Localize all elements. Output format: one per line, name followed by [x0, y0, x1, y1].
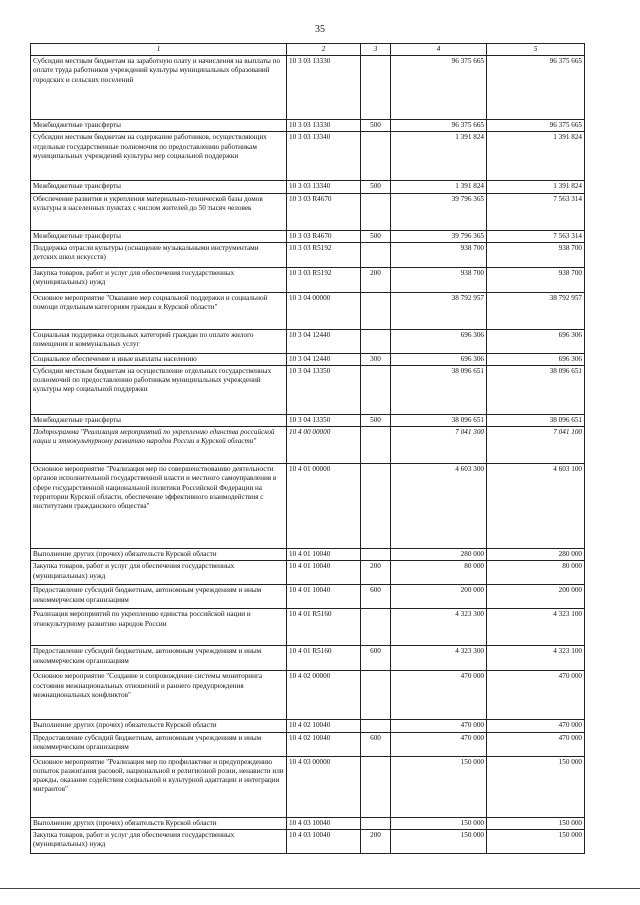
table-row — [31, 242, 585, 267]
cell-value-2: 1 391 824 — [487, 181, 585, 193]
cell-vr: 200 — [361, 267, 391, 292]
cell-value-2: 150 000 — [487, 829, 585, 853]
table-row — [31, 120, 585, 132]
cell-vr — [361, 720, 391, 732]
cell-value-1: 470 000 — [391, 720, 487, 732]
cell-vr: 600 — [361, 646, 391, 671]
table-row — [31, 267, 585, 292]
cell-code: 10 3 03 13330 — [287, 120, 361, 132]
cell-name: Закупка товаров, работ и услуг для обеспечения государственных (муниципальных) нужд — [31, 561, 287, 585]
table-row — [31, 132, 585, 181]
table-row — [31, 720, 585, 732]
cell-name: Социальная поддержка отдельных категорий граждан по оплате жилого помещения и коммунальных услуг — [31, 329, 287, 353]
cell-value-1: 4 603 300 — [391, 464, 487, 549]
cell-value-1: 39 796 365 — [391, 230, 487, 242]
cell-name: Социальное обеспечение и иные выплаты населению — [31, 353, 287, 365]
cell-value-1: 150 000 — [391, 756, 487, 817]
table-row — [31, 585, 585, 609]
cell-vr: 200 — [361, 829, 391, 853]
table-row — [31, 230, 585, 242]
cell-vr — [361, 366, 391, 415]
cell-value-2: 1 391 824 — [487, 132, 585, 181]
table-row — [31, 464, 585, 549]
cell-value-2: 96 375 665 — [487, 56, 585, 120]
cell-value-2: 938 700 — [487, 242, 585, 267]
cell-name: Межбюджетные трансферты — [31, 415, 287, 427]
cell-name: Закупка товаров, работ и услуг для обеспечения государственных (муниципальных) нужд — [31, 829, 287, 853]
table-row — [31, 671, 585, 720]
table-row — [31, 561, 585, 585]
page-number: 35 — [315, 24, 325, 35]
cell-vr: 500 — [361, 120, 391, 132]
cell-code: 10 4 03 10040 — [287, 817, 361, 829]
cell-vr — [361, 756, 391, 817]
header-row — [31, 44, 585, 56]
cell-code: 10 3 03 R5192 — [287, 242, 361, 267]
cell-name: Выполнение других (прочих) обязательств Курской области — [31, 817, 287, 829]
cell-vr: 500 — [361, 230, 391, 242]
cell-value-1: 96 375 665 — [391, 56, 487, 120]
cell-vr — [361, 817, 391, 829]
cell-code: 10 4 01 10040 — [287, 561, 361, 585]
cell-code: 10 3 03 13330 — [287, 56, 361, 120]
cell-code: 10 4 02 00000 — [287, 671, 361, 720]
cell-vr — [361, 609, 391, 646]
cell-value-1: 150 000 — [391, 817, 487, 829]
table-row — [31, 549, 585, 561]
cell-value-1: 4 323 300 — [391, 646, 487, 671]
cell-name: Основное мероприятие "Создание и сопровождение системы мониторинга состояния межнациональных отношений и раннего предупреждения межнациональных конфликтов" — [31, 671, 287, 720]
cell-code: 10 3 04 12440 — [287, 353, 361, 365]
cell-vr — [361, 193, 391, 230]
cell-code: 10 3 04 13350 — [287, 366, 361, 415]
cell-code: 10 4 01 R5160 — [287, 609, 361, 646]
cell-vr: 600 — [361, 732, 391, 756]
cell-value-1: 470 000 — [391, 671, 487, 720]
cell-value-2: 7 563 314 — [487, 230, 585, 242]
cell-value-2: 150 000 — [487, 817, 585, 829]
cell-name: Основное мероприятие "Оказание мер социальной поддержки и социальной помощи отдельным категориям граждан в Курской области" — [31, 292, 287, 329]
cell-name: Межбюджетные трансферты — [31, 181, 287, 193]
cell-name: Предоставление субсидий бюджетным, автономным учреждениям и иным некоммерческим организациям — [31, 585, 287, 609]
cell-code: 10 4 00 00000 — [287, 427, 361, 464]
cell-value-1: 470 000 — [391, 732, 487, 756]
header-code: 2 — [287, 44, 361, 56]
header-vr: 3 — [361, 44, 391, 56]
cell-value-1: 696 306 — [391, 353, 487, 365]
cell-vr: 500 — [361, 415, 391, 427]
cell-value-2: 4 323 100 — [487, 609, 585, 646]
cell-value-2: 7 041 100 — [487, 427, 585, 464]
table-row — [31, 427, 585, 464]
cell-value-2: 150 000 — [487, 756, 585, 817]
cell-name: Обеспечение развития и укрепления материально-технической базы домов культуры в населенных пунктах с числом жителей до 50 тысяч человек — [31, 193, 287, 230]
cell-name: Выполнение других (прочих) обязательств Курской области — [31, 720, 287, 732]
cell-code: 10 4 03 10040 — [287, 829, 361, 853]
cell-vr — [361, 464, 391, 549]
cell-value-2: 38 096 651 — [487, 366, 585, 415]
cell-code: 10 4 01 00000 — [287, 464, 361, 549]
bottom-rule — [0, 888, 640, 889]
cell-vr — [361, 242, 391, 267]
cell-name: Поддержка отрасли культуры (оснащение музыкальными инструментами детских школ искусств) — [31, 242, 287, 267]
header-name: 1 — [31, 44, 287, 56]
cell-name: Субсидии местным бюджетам на заработную плату и начисления на выплаты по оплате труда работников учреждений культуры муниципальных образований городских и сельских поселений — [31, 56, 287, 120]
cell-code: 10 4 02 10040 — [287, 720, 361, 732]
table-row — [31, 415, 585, 427]
header-value-2: 5 — [487, 44, 585, 56]
cell-vr — [361, 132, 391, 181]
table-row — [31, 366, 585, 415]
cell-value-1: 938 700 — [391, 242, 487, 267]
cell-value-1: 38 096 651 — [391, 415, 487, 427]
cell-vr — [361, 549, 391, 561]
cell-code: 10 4 01 10040 — [287, 549, 361, 561]
cell-code: 10 4 02 10040 — [287, 732, 361, 756]
cell-code: 10 4 01 10040 — [287, 585, 361, 609]
cell-vr: 300 — [361, 353, 391, 365]
cell-value-2: 938 700 — [487, 267, 585, 292]
table-row — [31, 181, 585, 193]
cell-value-1: 38 792 957 — [391, 292, 487, 329]
cell-name: Предоставление субсидий бюджетным, автономным учреждениям и иным некоммерческим организациям — [31, 646, 287, 671]
header-value-1: 4 — [391, 44, 487, 56]
cell-code: 10 4 03 00000 — [287, 756, 361, 817]
table-row — [31, 756, 585, 817]
cell-name: Межбюджетные трансферты — [31, 230, 287, 242]
cell-value-2: 80 000 — [487, 561, 585, 585]
cell-code: 10 3 03 R4670 — [287, 230, 361, 242]
cell-vr: 200 — [361, 561, 391, 585]
cell-name: Субсидии местным бюджетам на осуществление отдельных государственных полномочий по предоставлению работникам муниципальных учреждений культуры мер социальной поддержки — [31, 366, 287, 415]
cell-code: 10 3 03 13340 — [287, 132, 361, 181]
cell-value-2: 38 792 957 — [487, 292, 585, 329]
cell-value-1: 1 391 824 — [391, 132, 487, 181]
cell-value-1: 938 700 — [391, 267, 487, 292]
budget-table — [30, 43, 585, 854]
cell-value-2: 38 096 651 — [487, 415, 585, 427]
cell-value-2: 96 375 665 — [487, 120, 585, 132]
cell-name: Основное мероприятие "Реализация мер по совершенствованию деятельности органов исполнительной государственной власти и местного самоуправления в сфере государственной национальной политики Российской Федерации на территории Курской области, обеспечение эффективного взаимодействия с институтами гражданского общества" — [31, 464, 287, 549]
cell-vr: 500 — [361, 181, 391, 193]
table-row — [31, 56, 585, 120]
cell-value-1: 96 375 665 — [391, 120, 487, 132]
cell-code: 10 3 03 13340 — [287, 181, 361, 193]
table-row — [31, 329, 585, 353]
cell-name: Межбюджетные трансферты — [31, 120, 287, 132]
table-row — [31, 609, 585, 646]
cell-value-1: 200 000 — [391, 585, 487, 609]
cell-code: 10 3 04 12440 — [287, 329, 361, 353]
table-row — [31, 829, 585, 853]
cell-name: Предоставление субсидий бюджетным, автономным учреждениям и иным некоммерческим организациям — [31, 732, 287, 756]
cell-value-2: 4 603 100 — [487, 464, 585, 549]
cell-name: Выполнение других (прочих) обязательств Курской области — [31, 549, 287, 561]
cell-value-2: 470 000 — [487, 732, 585, 756]
table-row — [31, 292, 585, 329]
cell-code: 10 3 04 00000 — [287, 292, 361, 329]
cell-value-2: 280 000 — [487, 549, 585, 561]
cell-value-2: 200 000 — [487, 585, 585, 609]
cell-name: Основное мероприятие "Реализация мер по профилактике и предупреждению попыток разжигания расовой, национальной и религиозной розни, ненависти или вражды, оказание содействия социальной и культурной адаптации и интеграции мигрантов" — [31, 756, 287, 817]
cell-code: 10 3 04 13350 — [287, 415, 361, 427]
table-row — [31, 817, 585, 829]
cell-name: Реализация мероприятий по укреплению единства российской нации и этнокультурному развитию народов России — [31, 609, 287, 646]
table-row — [31, 193, 585, 230]
cell-value-1: 150 000 — [391, 829, 487, 853]
table-row — [31, 732, 585, 756]
cell-value-1: 39 796 365 — [391, 193, 487, 230]
table-row — [31, 646, 585, 671]
cell-vr — [361, 56, 391, 120]
cell-value-1: 80 000 — [391, 561, 487, 585]
cell-value-1: 1 391 824 — [391, 181, 487, 193]
cell-value-1: 38 096 651 — [391, 366, 487, 415]
cell-value-2: 4 323 100 — [487, 646, 585, 671]
cell-vr — [361, 427, 391, 464]
cell-value-1: 696 306 — [391, 329, 487, 353]
cell-value-2: 7 563 314 — [487, 193, 585, 230]
cell-value-2: 696 306 — [487, 353, 585, 365]
table-row — [31, 353, 585, 365]
cell-name: Подпрограмма "Реализация мероприятий по укреплению единства российской нации и этнокультурному развитию народов России в Курской области" — [31, 427, 287, 464]
cell-vr: 600 — [361, 585, 391, 609]
cell-name: Субсидии местным бюджетам на содержание работников, осуществляющих отдельные государственные полномочия по предоставлению работникам муниципальных учреждений культуры мер социальной поддержки — [31, 132, 287, 181]
cell-code: 10 4 01 R5160 — [287, 646, 361, 671]
cell-code: 10 3 03 R4670 — [287, 193, 361, 230]
cell-value-2: 696 306 — [487, 329, 585, 353]
cell-value-1: 4 323 300 — [391, 609, 487, 646]
cell-name: Закупка товаров, работ и услуг для обеспечения государственных (муниципальных) нужд — [31, 267, 287, 292]
cell-vr — [361, 292, 391, 329]
cell-value-2: 470 000 — [487, 671, 585, 720]
cell-value-1: 7 041 300 — [391, 427, 487, 464]
cell-value-2: 470 000 — [487, 720, 585, 732]
cell-vr — [361, 329, 391, 353]
cell-value-1: 280 000 — [391, 549, 487, 561]
cell-code: 10 3 03 R5192 — [287, 267, 361, 292]
cell-vr — [361, 671, 391, 720]
